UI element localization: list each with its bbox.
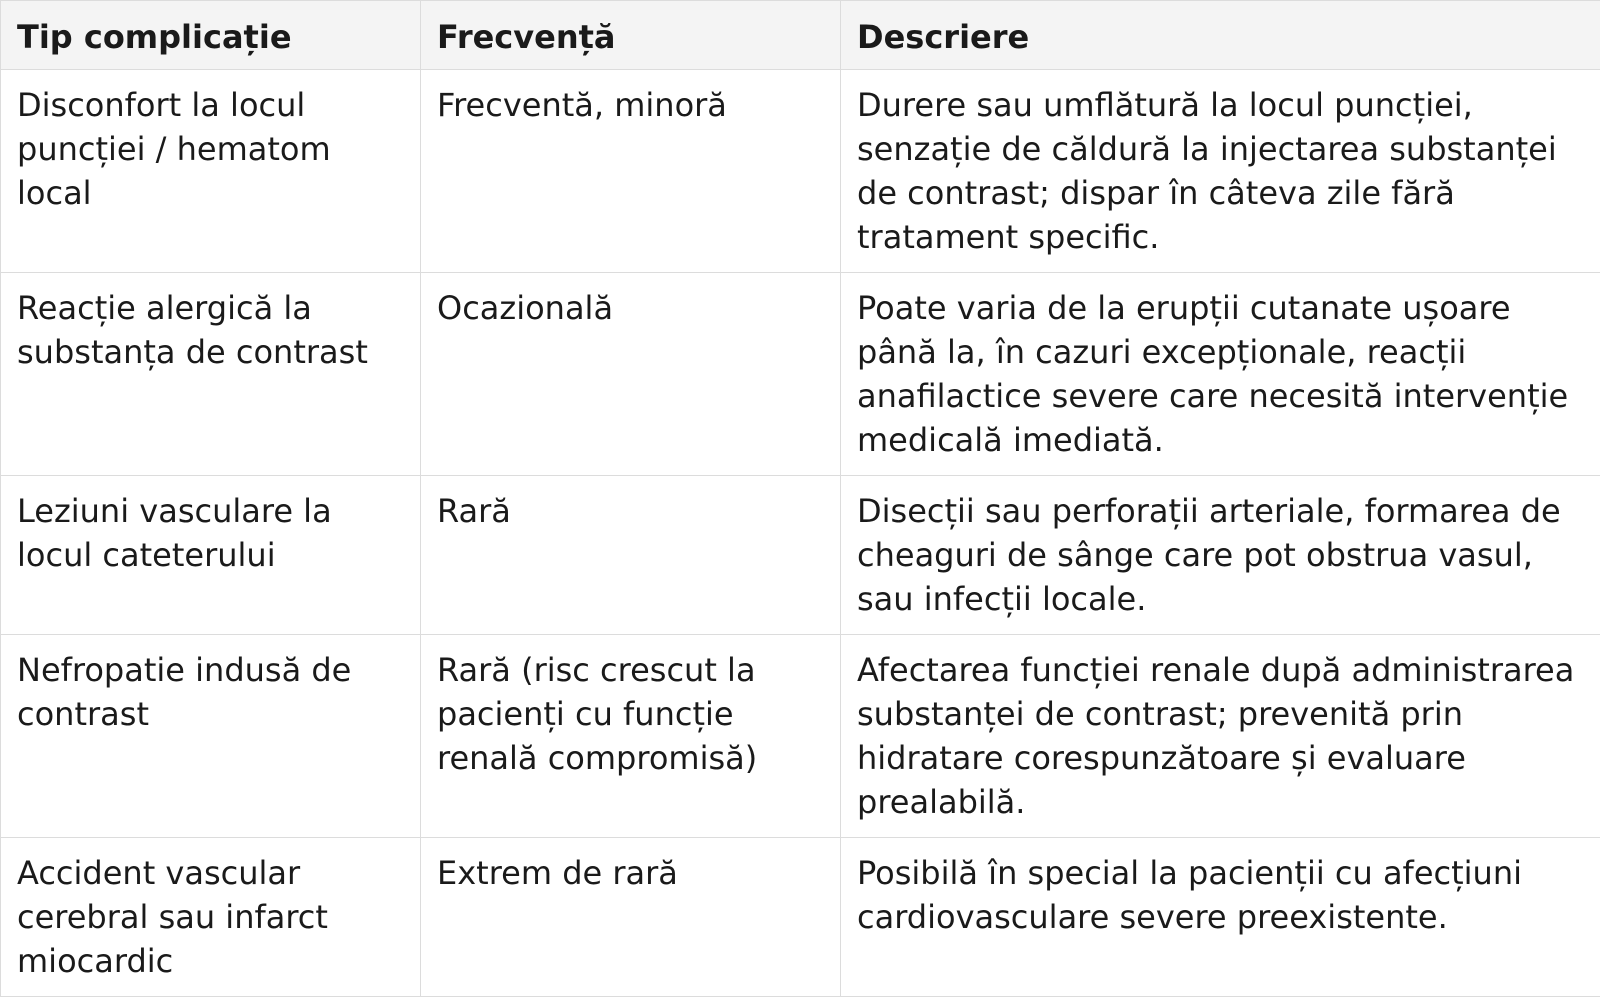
cell-type: Nefropatie indusă de contrast [1,635,421,838]
header-frequency: Frecvență [421,1,841,70]
cell-frequency: Rară (risc crescut la pacienți cu funcție renală compromisă) [421,635,841,838]
cell-type: Reacție alergică la substanța de contrast [1,273,421,476]
cell-description: Afectarea funcției renale după administrarea substanței de contrast; prevenită prin hidratare corespunzătoare și evaluare prealabilă. [841,635,1600,838]
cell-description: Posibilă în special la pacienții cu afecțiuni cardiovasculare severe preexistente. [841,838,1600,997]
cell-type: Disconfort la locul puncției / hematom local [1,70,421,273]
table-row [1,476,1600,635]
table-row [1,70,1600,273]
cell-type: Accident vascular cerebral sau infarct miocardic [1,838,421,997]
table-row [1,635,1600,838]
cell-frequency: Extrem de rară [421,838,841,997]
table-row [1,273,1600,476]
cell-frequency: Ocazională [421,273,841,476]
cell-description: Poate varia de la erupții cutanate ușoare până la, în cazuri excepționale, reacții anafilactice severe care necesită intervenție medicală imediată. [841,273,1600,476]
cell-frequency: Rară [421,476,841,635]
header-complication-type: Tip complicație [1,1,421,70]
cell-description: Disecții sau perforații arteriale, formarea de cheaguri de sânge care pot obstrua vasul, sau infecții locale. [841,476,1600,635]
table-row [1,838,1600,997]
cell-type: Leziuni vasculare la locul cateterului [1,476,421,635]
header-row [1,1,1600,70]
cell-frequency: Frecventă, minoră [421,70,841,273]
table-body [1,70,1600,997]
header-description: Descriere [841,1,1600,70]
cell-description: Durere sau umflătură la locul puncției, senzație de căldură la injectarea substanței de contrast; dispar în câteva zile fără tratament specific. [841,70,1600,273]
table-header [1,1,1600,70]
